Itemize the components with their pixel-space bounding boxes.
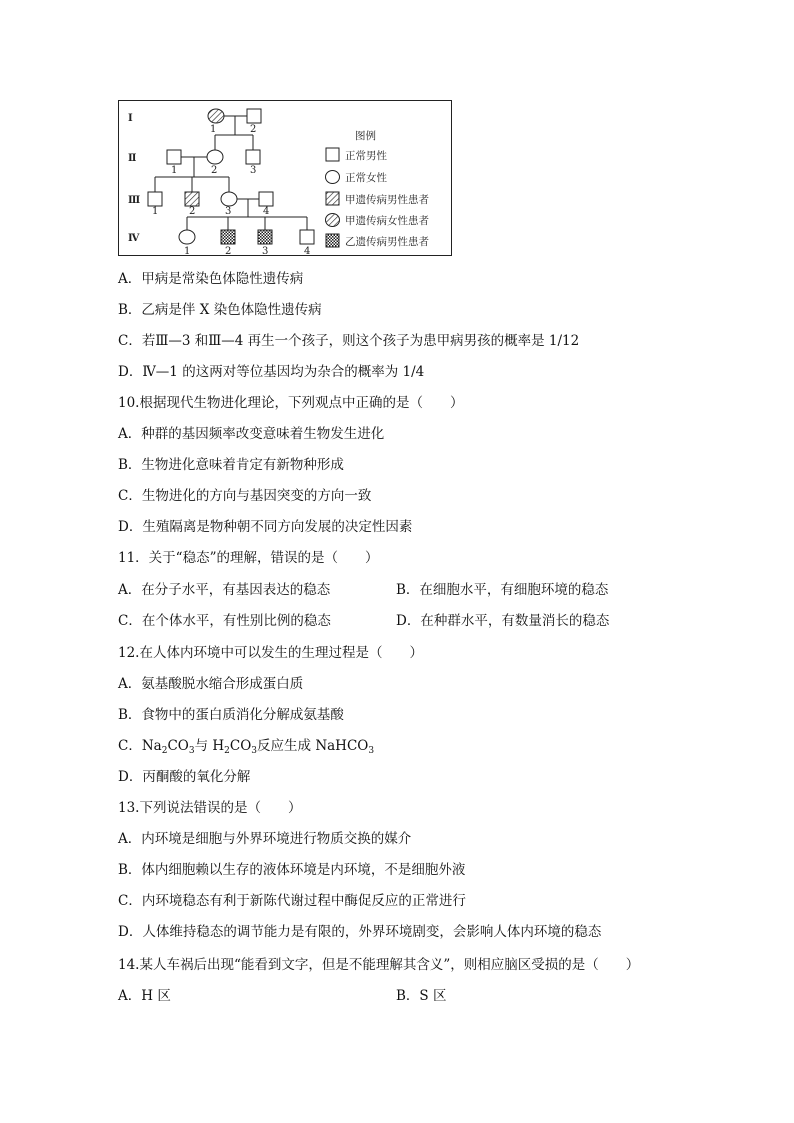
legend-normal-male-symbol (326, 148, 339, 161)
q9-option-c: C．若Ⅲ—3 和Ⅲ—4 再生一个孩子，则这个孩子为患甲病男孩的概率是 1/12 (118, 333, 580, 349)
III-1-number: 1 (152, 206, 159, 217)
q9-option-b: B．乙病是伴 X 染色体隐性遗传病 (118, 302, 322, 318)
q10-option-a: A．种群的基因频率改变意味着生物发生进化 (118, 426, 385, 442)
legend-b-male: 乙遗传病男性患者 (345, 236, 429, 248)
q12-option-a: A．氨基酸脱水缩合形成蛋白质 (118, 676, 304, 692)
I-2-number: 2 (250, 124, 257, 135)
q13-option-d: D．人体维持稳态的调节能力是有限的，外界环境剧变，会影响人体内环境的稳态 (118, 924, 602, 940)
III-2-number: 2 (189, 206, 196, 217)
legend-a-male: 甲遗传病男性患者 (345, 194, 429, 206)
gen-label-3: Ⅲ (128, 195, 141, 206)
IV-3-number: 3 (262, 246, 269, 257)
q10-option-b: B．生物进化意味着肯定有新物种形成 (118, 457, 344, 473)
q13-option-c: C．内环境稳态有利于新陈代谢过程中酶促反应的正常进行 (118, 893, 466, 909)
q9-option-a: A．甲病是常染色体隐性遗传病 (118, 271, 304, 287)
III-4-normal-male (259, 192, 273, 206)
II-2-number: 2 (211, 165, 218, 176)
legend-normal-female-symbol (326, 171, 340, 184)
I-1-number: 1 (210, 124, 217, 135)
II-1-normal-male (167, 150, 181, 164)
q13-option-a: A．内环境是细胞与外界环境进行物质交换的媒介 (118, 831, 412, 847)
legend-b-male-symbol (326, 234, 339, 247)
legend-a-female: 甲遗传病女性患者 (345, 215, 429, 227)
legend-title: 图例 (355, 130, 376, 142)
q14-stem: 14.某人车祸后出现“能看到文字，但是不能理解其含义”，则相应脑区受损的是（ ） (118, 957, 640, 973)
III-2-affected-a-male (185, 192, 199, 206)
q11-option-a: A．在分子水平，有基因表达的稳态 (118, 582, 331, 598)
IV-1-normal-female (179, 230, 195, 244)
legend-a-female-symbol (326, 214, 340, 227)
II-3-number: 3 (250, 165, 257, 176)
IV-1-number: 1 (184, 246, 191, 257)
q12-option-b: B．食物中的蛋白质消化分解成氨基酸 (118, 707, 344, 723)
gen-label-2: Ⅱ (128, 153, 137, 164)
q11-stem: 11．关于“稳态”的理解，错误的是（ ） (118, 550, 379, 566)
IV-3-affected-b-male (258, 230, 272, 244)
pedigree-svg (119, 101, 453, 257)
IV-2-affected-b-male (221, 230, 235, 244)
I-1-affected-a-female (208, 109, 224, 123)
q14-option-a: A．H 区 (118, 988, 171, 1004)
q13-stem: 13.下列说法错误的是（ ） (118, 800, 302, 816)
IV-4-normal-male (300, 230, 314, 244)
gen-label-4: Ⅳ (128, 233, 140, 244)
q11-option-c: C．在个体水平，有性别比例的稳态 (118, 613, 331, 629)
II-1-number: 1 (171, 165, 178, 176)
q11-option-d: D．在种群水平，有数量消长的稳态 (396, 613, 610, 629)
gen-label-1: Ⅰ (128, 113, 133, 124)
q12-stem: 12.在人体内环境中可以发生的生理过程是（ ） (118, 645, 423, 661)
q9-option-d: D．Ⅳ—1 的这两对等位基因均为杂合的概率为 1/4 (118, 364, 425, 380)
III-4-number: 4 (263, 206, 270, 217)
II-2-normal-female (207, 150, 223, 164)
q10-stem: 10.根据现代生物进化理论，下列观点中正确的是（ ） (118, 395, 464, 411)
legend-normal-female: 正常女性 (345, 172, 387, 184)
IV-2-number: 2 (225, 246, 232, 257)
q12-option-d: D．丙酮酸的氧化分解 (118, 769, 251, 785)
I-2-normal-male (247, 109, 261, 123)
q14-option-b: B．S 区 (396, 988, 447, 1004)
III-3-normal-female (221, 192, 237, 206)
II-3-normal-male (246, 150, 260, 164)
q10-option-d: D．生殖隔离是物种朝不同方向发展的决定性因素 (118, 519, 413, 535)
III-1-normal-male (148, 192, 162, 206)
q12-option-c: C．$Na_2CO_3$与 $H_2CO_3$反应生成 NaHCO$_3$ (118, 738, 375, 756)
III-3-number: 3 (225, 206, 232, 217)
legend-normal-male: 正常男性 (345, 150, 387, 162)
q11-option-b: B．在细胞水平，有细胞环境的稳态 (396, 582, 609, 598)
pedigree-chart (118, 100, 452, 256)
q13-option-b: B．体内细胞赖以生存的液体环境是内环境，不是细胞外液 (118, 862, 466, 878)
legend-a-male-symbol (326, 192, 339, 205)
q10-option-c: C．生物进化的方向与基因突变的方向一致 (118, 488, 372, 504)
IV-4-number: 4 (304, 246, 311, 257)
